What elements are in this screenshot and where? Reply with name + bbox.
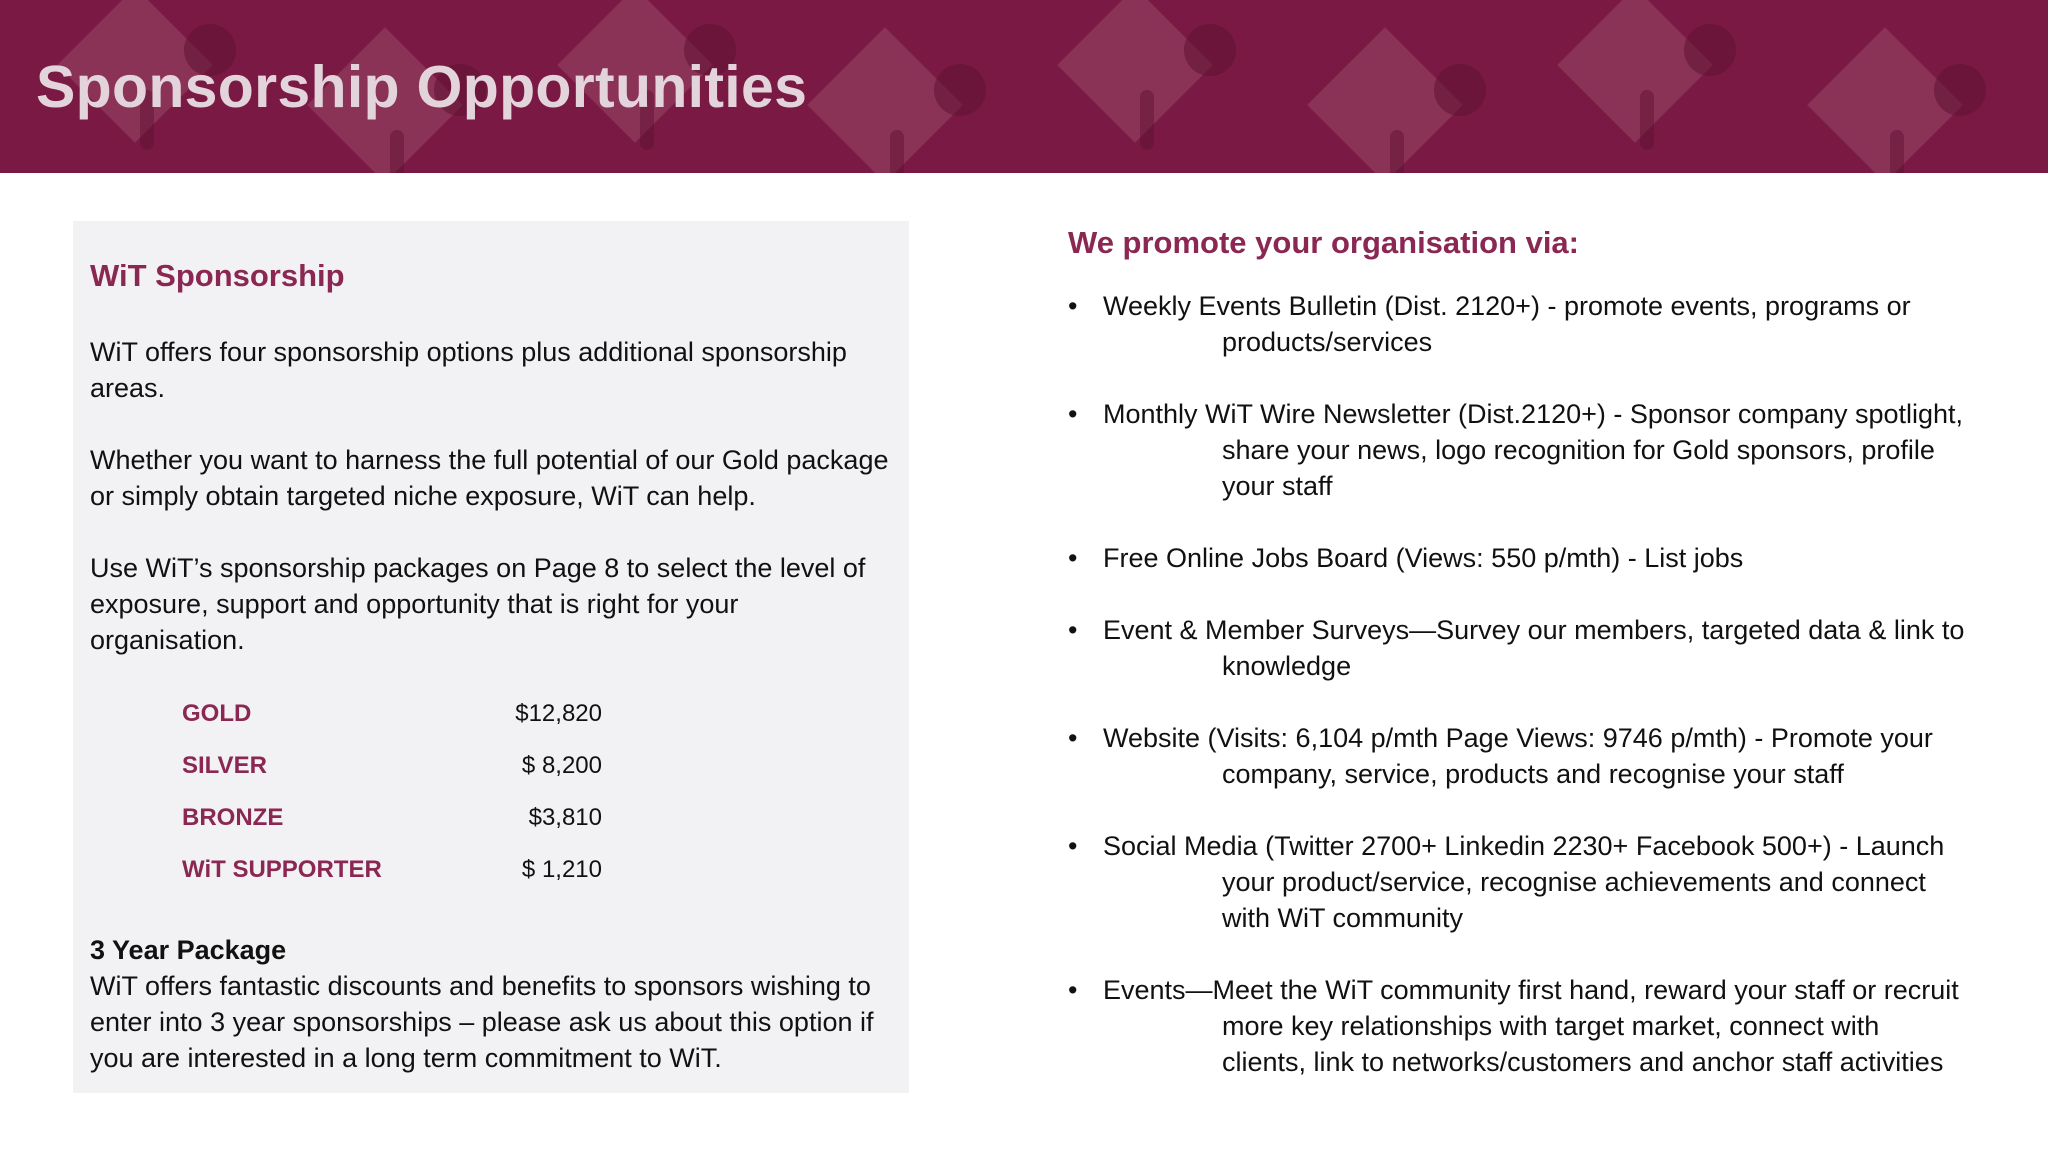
- banner-figure: [934, 64, 986, 116]
- promotion-item: [1068, 972, 2008, 1080]
- promotion-item: [1068, 540, 2008, 576]
- promotion-heading: We promote your organisation via:: [1068, 225, 1580, 260]
- promotion-item-continuation: share your news, logo recognition for Gold sponsors, profile: [1222, 435, 1935, 465]
- promotion-item-text: Social Media (Twitter 2700+ Linkedin 2230+ Facebook 500+) - Launch: [1103, 831, 1945, 861]
- tier-price: $ 8,200: [521, 752, 602, 779]
- promotion-section: [1068, 222, 2008, 1116]
- promotion-item: [1068, 720, 2008, 792]
- banner-figure: [1684, 24, 1736, 76]
- gold-paragraph: Whether you want to harness the full potential of our Gold package or simply obtain targeted niche exposure, WiT can help.: [90, 445, 889, 511]
- promotion-item-continuation: knowledge: [1222, 651, 1352, 681]
- price-row-supporter: [182, 844, 602, 896]
- promotion-item-text: Free Online Jobs Board (Views: 550 p/mth) - List jobs: [1103, 543, 1744, 573]
- promotion-item-continuation: clients, link to networks/customers and anchor staff activities: [1222, 1047, 1944, 1077]
- banner-figure: [1434, 64, 1486, 116]
- tier-name: WiT SUPPORTER: [182, 856, 382, 883]
- promotion-item-continuation: more key relationships with target market, connect with: [1222, 1011, 1880, 1041]
- banner-diamond: [1057, 0, 1213, 143]
- banner-hand: [390, 130, 404, 173]
- promotion-item-text: Website (Visits: 6,104 p/mth Page Views: 9746 p/mth) - Promote your: [1103, 723, 1933, 753]
- page-title: Sponsorship Opportunities: [36, 54, 808, 120]
- bullet-icon: •: [1068, 399, 1078, 429]
- promotion-item-continuation: products/services: [1222, 327, 1433, 357]
- bullet-icon: •: [1068, 615, 1078, 645]
- promotion-item-continuation: your product/service, recognise achievements and connect: [1222, 867, 1926, 897]
- tier-name: SILVER: [182, 752, 267, 779]
- package-title: 3 Year Package: [90, 935, 287, 965]
- promotion-item-text: Event & Member Surveys—Survey our members, targeted data & link to: [1103, 615, 1965, 645]
- wit-sponsorship-panel: [73, 221, 909, 1093]
- promotion-item-text: Weekly Events Bulletin (Dist. 2120+) - promote events, programs or: [1103, 291, 1911, 321]
- packages-paragraph: Use WiT’s sponsorship packages on Page 8 to select the level of exposure, support and opportunity that is right for your organisation.: [90, 553, 866, 655]
- banner-figure: [1934, 64, 1986, 116]
- bullet-icon: •: [1068, 543, 1078, 573]
- promotion-list: [1068, 288, 2008, 1080]
- promotion-item-continuation: with WiT community: [1222, 903, 1464, 933]
- banner-hand: [1140, 90, 1154, 150]
- banner-hand: [1390, 130, 1404, 173]
- bullet-icon: •: [1068, 723, 1078, 753]
- promotion-item-continuation: company, service, products and recognise your staff: [1222, 759, 1844, 789]
- bullet-icon: •: [1068, 831, 1078, 861]
- promotion-item: [1068, 288, 2008, 360]
- tier-name: BRONZE: [182, 804, 284, 831]
- intro-paragraph: WiT offers four sponsorship options plus additional sponsorship areas.: [90, 337, 847, 403]
- price-row-silver: [182, 740, 602, 792]
- price-table: [182, 688, 602, 896]
- promotion-item: [1068, 828, 2008, 936]
- banner-diamond: [1557, 0, 1713, 143]
- banner-hand: [1890, 130, 1904, 173]
- banner-figure: [1184, 24, 1236, 76]
- header-banner: [0, 0, 2048, 173]
- tier-price: $ 1,210: [521, 856, 602, 883]
- banner-hand: [1640, 90, 1654, 150]
- price-row-bronze: [182, 792, 602, 844]
- tier-price: $3,810: [521, 804, 602, 831]
- panel-heading: WiT Sponsorship: [90, 258, 345, 293]
- promotion-item-text: Monthly WiT Wire Newsletter (Dist.2120+) - Sponsor company spotlight,: [1103, 399, 1964, 429]
- promotion-item-text: Events—Meet the WiT community first hand, reward your staff or recruit: [1103, 975, 1959, 1005]
- promotion-item-continuation: your staff: [1222, 471, 1333, 501]
- banner-hand: [890, 130, 904, 173]
- promotion-item: [1068, 396, 2008, 504]
- tier-name: GOLD: [182, 700, 252, 727]
- bullet-icon: •: [1068, 291, 1078, 321]
- bullet-icon: •: [1068, 975, 1078, 1005]
- promotion-item: [1068, 612, 2008, 684]
- package-text: WiT offers fantastic discounts and benefits to sponsors wishing to enter into 3 year sponsorships – please ask us about this option if you are interested in a long term commitment to WiT.: [90, 971, 874, 1073]
- tier-price: $12,820: [515, 700, 602, 727]
- price-row-gold: [182, 688, 602, 740]
